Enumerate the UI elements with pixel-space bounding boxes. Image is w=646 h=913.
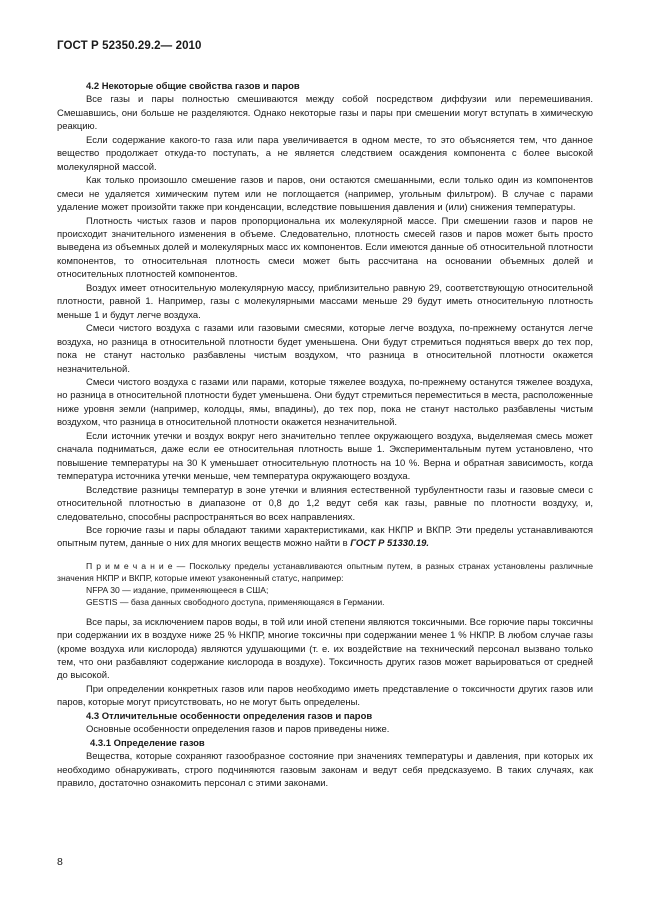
paragraph: Все газы и пары полностью смешиваются между собой посредством диффузии или перемешивания. Смешавшись, они больше не разделяются. Однако некоторые газы и пары при смешении могут вступать в химическую реакцию. — [57, 94, 593, 133]
note-item: NFPA 30 — издание, применяющееся в США; — [86, 585, 269, 596]
paragraph: Если источник утечки и воздух вокруг него значительно теплее окружающего воздуха, выделяемая смесь может сначала подниматься, даже если ее относительная плотность выше 1. Экспериментальным путем установлено, что повышение температуры на 30 К уменьшает относительную плотность на 10 %. Верна и обратная зависимость, когда температура источника утечки меньше, чем температура окружающего воздуха. — [57, 430, 593, 483]
section-4-3-heading: 4.3 Отличительные особенности определения газов и паров — [86, 710, 373, 722]
page-number: 8 — [57, 856, 63, 868]
section-4-2-heading: 4.2 Некоторые общие свойства газов и паров — [86, 81, 300, 92]
paragraph — [57, 524, 593, 551]
paragraph: При определении конкретных газов или паров необходимо иметь представление о токсичности других газов или паров, которые могут присутствовать, но не могут быть определены. — [57, 683, 593, 709]
paragraph: Плотность чистых газов и паров пропорциональна их молекулярной массе. При смешении газов и паров не происходит значительного изменения в объеме. Следовательно, плотность смесей газов и паров может быть просто выведена из объемных долей и молекулярных масс их компонентов. Если имеются данные об относительной плотности компонентов, то относительная плотность смеси может быть рассчитана на основании объемных долей и относительных плотностей компонентов. — [57, 215, 593, 281]
paragraph: Вещества, которые сохраняют газообразное состояние при значениях температуры и давления, при которых их необходимо обнаруживать, строго подчиняются газовым законам и ведут себя предсказуемо. В таких случаях, как правило, достаточно ознакомить персонал с этими законами. — [57, 751, 593, 790]
note-item: GESTIS — база данных свободного доступа, применяющаяся в Германии. — [86, 597, 385, 608]
note: П р и м е ч а н и е — Поскольку пределы устанавливаются опытным путем, в разных странах установлены различные значения НКПР и ВКПР, которые имеют узаконенный статус, например: — [57, 560, 593, 584]
paragraph: Все пары, за исключением паров воды, в той или иной степени являются токсичными. Все горючие пары токсичны при содержании их в воздухе ниже 25 % НКПР, многие токсичны при содержании менее 1 % НКПР. В любом случае газы (кроме воздуха или кислорода) являются удушающими (т. е. их воздействие на технический персонал вызвано только тем, что они разбавляют содержание кислорода в воздухе). Токсичность других газов может варьироваться от средней до высокой. — [57, 616, 593, 682]
paragraph: Как только произошло смешение газов и паров, они остаются смешанными, если только один из компонентов смеси не удаляется химическим путем или не поглощается (например, угольным фильтром). В случае с парами удаление может произойти также при конденсации, вследствие повышения давления и (или) снижения температуры. — [57, 175, 593, 214]
paragraph: Основные особенности определения газов и паров приведены ниже. — [86, 724, 390, 736]
paragraph: Смеси чистого воздуха с газами или газовыми смесями, которые легче воздуха, по-прежнему останутся легче воздуха, но разница в относительной плотности будет уменьшена. Они будут стремиться подняться вверх до тех пор, пока не станут настолько разбавлены чистым воздухом, что разница в относительной плотности окажется незначительной. — [57, 323, 593, 375]
document-body — [57, 80, 593, 791]
paragraph-text: Все горючие газы и пары обладают такими характеристиками, как НКПР и ВКПР. Эти пределы устанавливаются опытным путем, данные о них для многих веществ можно найти в — [57, 524, 593, 550]
section-4-3-1-heading: 4.3.1 Определение газов — [90, 737, 205, 749]
paragraph: Смеси чистого воздуха с газами или парами, которые тяжелее воздуха, по-прежнему останутся тяжелее воздуха, но разница в относительной плотности будет уменьшена. Они будут стремиться переместиться в места, расположенные ниже уровня земли (например, колодцы, ямы, впадины), до тех пор, пока не станут настолько разбавлены чистым воздухом, что разница в относительной плотности окажется незначительной. — [57, 376, 593, 429]
spacer — [57, 609, 593, 616]
document-header: ГОСТ Р 52350.29.2— 2010 — [57, 40, 202, 52]
standard-reference: ГОСТ Р 51330.19. — [350, 538, 429, 550]
paragraph: Вследствие разницы температур в зоне утечки и влияния естественной турбулентности газы и газовые смеси с относительной плотностью в диапазоне от 0,8 до 1,2 ведут себя как газы, равные по плотности воздуху, и, следовательно, способны распространяться во всех направлениях. — [57, 484, 593, 523]
paragraph: Если содержание какого-то газа или пара увеличивается в одном месте, то это объясняется тем, что данное вещество продолжает откуда-то поступать, а не является следствием осаждения компонента с более высокой молекулярной массой. — [57, 134, 593, 173]
paragraph: Воздух имеет относительную молекулярную массу, приблизительно равную 29, соответствующую относительной плотности, равной 1. Например, газы с молекулярными массами меньше 29 будут иметь относительную плотность меньше 1 и будут легче воздуха. — [57, 282, 593, 321]
spacer — [57, 551, 593, 558]
